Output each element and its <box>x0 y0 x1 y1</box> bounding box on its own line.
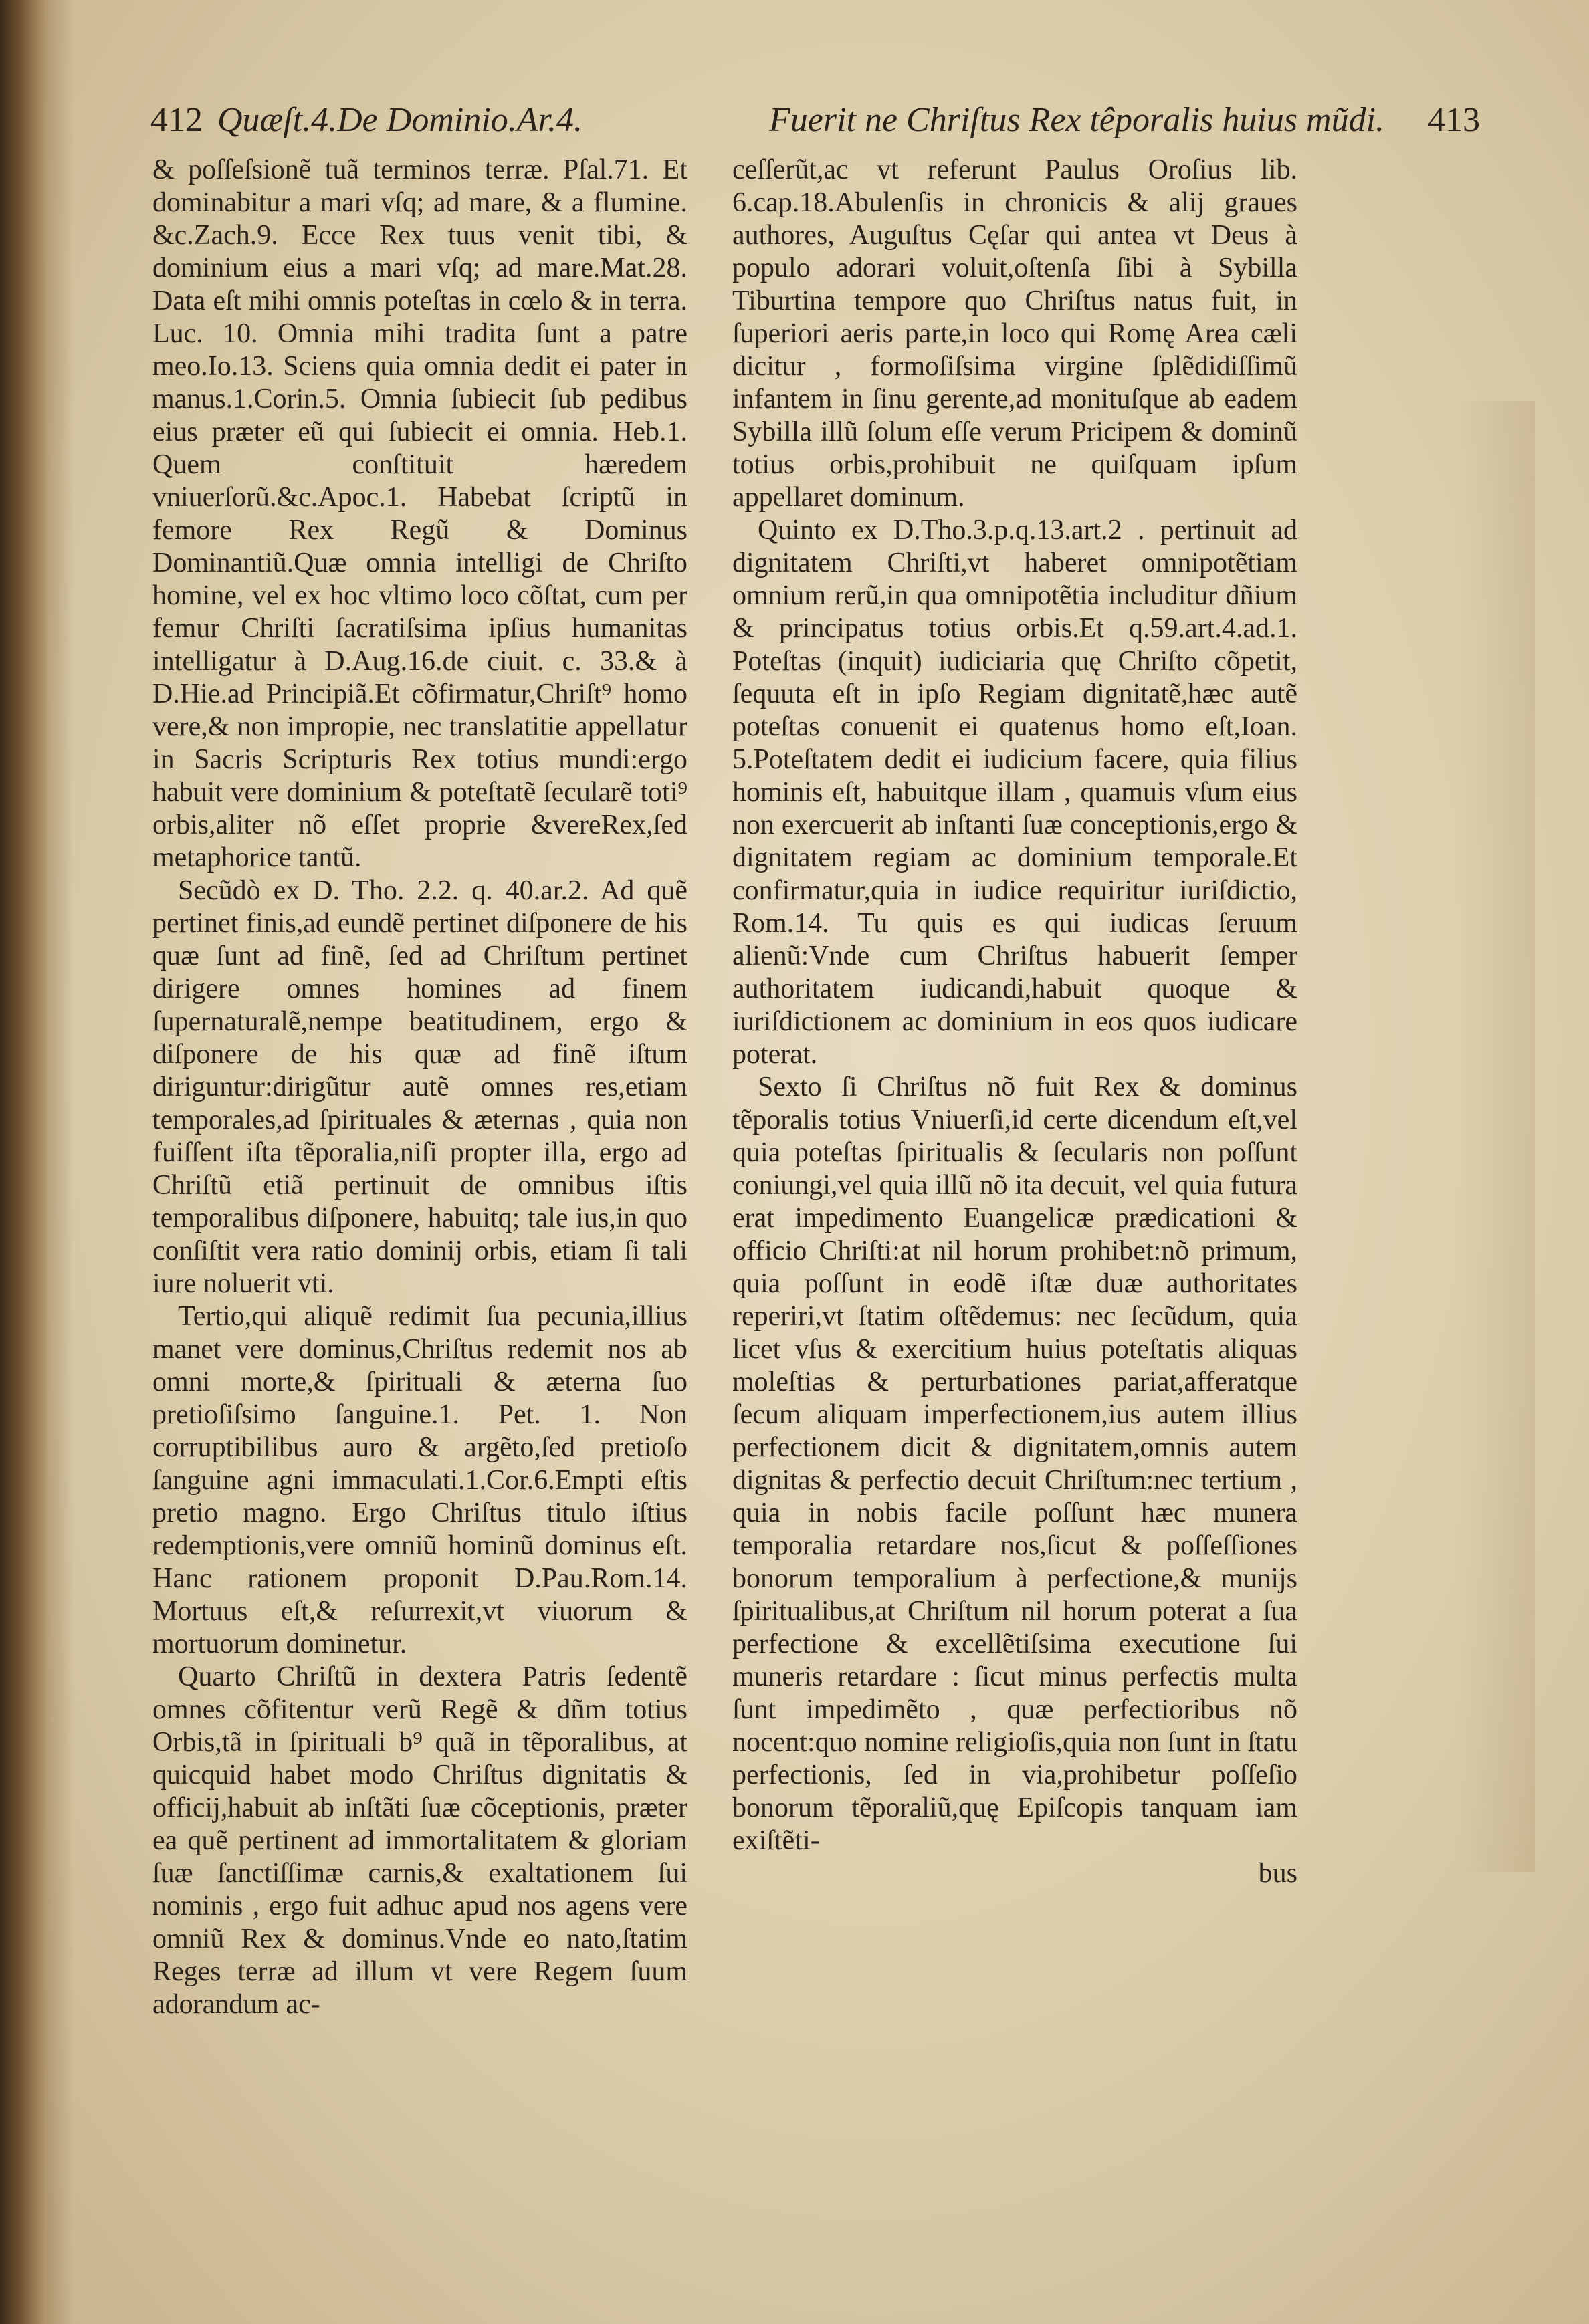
right-page-number: 413 <box>1428 101 1480 139</box>
paragraph: & poſſeſsionẽ tuã terminos terræ. Pſal.71. Et dominabitur a mari vſq; ad mare, & a flumine. &c.Zach.9. Ecce Rex tuus venit tibi, & dominium eius a mari vſq; ad mare.Mat.28. Data eſt mihi omnis poteſtas in cœlo & in terra. Luc. 10. Omnia mihi tradita ſunt a patre meo.Io.13. Sciens quia omnia dedit ei pater in manus.1.Corin.5. Omnia ſubiecit ſub pedibus eius præter eũ qui ſubiecit ei omnia. Heb.1. Quem conſtituit hæredem vniuerſorũ.&c.Apoc.1. Habebat ſcriptũ in femore Rex Regũ & Dominus Dominantiũ.Quæ omnia intelligi de Chriſto homine, vel ex hoc vltimo loco cõſtat, cum per femur Chriſti ſacratiſsima ipſius humanitas intelligatur à D.Aug.16.de ciuit. c. 33.& à D.Hie.ad Principiã.Et cõfirmatur,Chriſt⁹ homo vere,& non impropie, nec translatitie appellatur in Sacris Scripturis Rex totius mundi:ergo habuit vere dominium & poteſtatẽ ſecularẽ toti⁹ orbis,aliter nõ eſſet proprie &vereRex,ſed metaphorice tantũ. <box>152 154 687 873</box>
running-header <box>150 94 1501 147</box>
paragraph: Quarto Chriſtũ in dextera Patris ſedentẽ omnes cõfitentur verũ Regẽ & dñm totius Orbis,tã in ſpirituali b⁹ quã in tẽporalibus, at quicquid habet modo Chriſtus dignitatis & officij,habuit ab inſtãti ſuæ cõceptionis, præter ea quẽ pertinent ad immortalitatem & gloriam ſuæ ſanctiſſimæ carnis,& exaltationem ſui nominis , ergo fuit adhuc apud nos agens vere omniũ Rex & dominus.Vnde eo nato,ſtatim Reges terræ ad illum vt vere Regem ſuum adorandum ac- <box>152 1661 687 2020</box>
left-page-number: 412 <box>150 101 203 139</box>
paragraph: Secũdò ex D. Tho. 2.2. q. 40.ar.2. Ad quẽ pertinet finis,ad eundẽ pertinet diſponere de his quæ ſunt ad finẽ, ſed ad Chriſtum pertinet dirigere omnes homines ad finem ſupernaturalẽ,nempe beatitudinem, ergo & diſponere de his quæ ad finẽ iſtum diriguntur:dirigũtur autẽ omnes res,etiam temporales,ad ſpirituales & æternas , quia non fuiſſent iſta tẽporalia,niſi propter illa, ergo ad Chriſtũ etiã pertinuit de omnibus iſtis temporalibus diſponere, habuitq; tale ius,in quo conſiſtit vera ratio dominij orbis, etiam ſi tali iure noluerit vti. <box>152 875 687 1299</box>
right-running-title: Fuerit ne Chriſtus Rex têporalis huius mũdi. <box>769 101 1385 139</box>
paragraph: Quinto ex D.Tho.3.p.q.13.art.2 . pertinuit ad dignitatem Chriſti,vt haberet omnipotẽtiam omnium rerũ,in qua omnipotẽtia includitur dñium & principatus totius orbis.Et q.59.art.4.ad.1. Poteſtas (inquit) iudiciaria quę Chriſto cõpetit, ſequuta eſt in ipſo Regiam dignitatẽ,hæc autẽ poteſtas conuenit ei quatenus homo eſt,Ioan. 5.Poteſtatem dedit ei iudicium facere, quia filius hominis eſt, habuitque illam , quamuis vſum eius non exercuerit ab inſtanti ſuæ conceptionis,ergo & dignitatem regiam ac dominium temporale.Et confirmatur,quia in iudice requiritur iuriſdictio, Rom.14. Tu quis es qui iudicas ſeruum alienũ:Vnde cum Chriſtus habuerit ſemper authoritatem iudicandi,habuit quoque & iuriſdictionem ac dominium in eos quos iudicare poterat. <box>732 515 1297 1070</box>
page-stain <box>1455 401 1535 1872</box>
paragraph: Tertio,qui aliquẽ redimit ſua pecunia,illius manet vere dominus,Chriſtus redemit nos ab omni morte,& ſpirituali & æterna ſuo pretioſiſsimo ſanguine.1. Pet. 1. Non corruptibilibus auro & argẽto,ſed pretioſo ſanguine agni immaculati.1.Cor.6.Empti eſtis pretio magno. Ergo Chriſtus titulo iſtius redemptionis,vere omniũ hominũ dominus eſt. Hanc rationem proponit D.Pau.Rom.14. Mortuus eſt,& reſurrexit,vt viuorum & mortuorum dominetur. <box>152 1301 687 1659</box>
left-running-title: Quæſt.4.De Dominio.Ar.4. <box>217 101 582 139</box>
book-gutter <box>0 0 47 2324</box>
paragraph: ceſſerũt,ac vt referunt Paulus Oroſius lib. 6.cap.18.Abulenſis in chronicis & alij graues authores, Auguſtus Cęſar qui antea vt Deus à populo adorari voluit,oſtenſa ſibi à Sybilla Tiburtina tempore quo Chriſtus natus fuit, in ſuperiori aeris parte,in loco qui Romę Area cæli dicitur , formoſiſsima virgine ſplẽdidiſſimũ infantem in ſinu gerente,ad monituſque ab eadem Sybilla illũ ſolum eſſe verum Pricipem & dominũ totius orbis,prohibuit ne quiſquam ipſum appellaret dominum. <box>732 154 1297 513</box>
binding-shadow <box>47 0 74 2324</box>
right-column <box>732 154 1297 2093</box>
paragraph: Sexto ſi Chriſtus nõ fuit Rex & dominus tẽporalis totius Vniuerſi,id certe dicendum eſt,vel quia poteſtas ſpiritualis & ſecularis non poſſunt coniungi,vel quia illũ nõ ita decuit, vel quia futura erat impedimento Euangelicæ prædicationi & officio Chriſti:at nil horum prohibet:nõ primum, quia poſſunt in eodẽ iſtæ duæ authoritates reperiri,vt ſtatim oſtẽdemus: nec ſecũdum, quia licet vſus & exercitium huius poteſtatis aliquas moleſtias & perturbationes pariat,afferatque ſecum aliquam imperfectionem,ius autem illius perfectionem dicit & dignitatem,omnis autem dignitas & perfectio decuit Chriſtum:nec tertium , quia in nobis facile poſſunt hæc munera temporalia retardare nos,ſicut & poſſeſſiones bonorum temporalium à perfectione,& munijs ſpiritualibus,at Chriſtum nil horum poterat a ſua perfectione & excellẽtiſsima executione ſui muneris retardare : ſicut minus perfectis multa ſunt impedimẽto , quæ perfectioribus nõ nocent:quo nomine religioſis,quia non ſunt in ſtatu perfectionis, ſed in via,prohibetur poſſeſio bonorum tẽporaliũ,quę Epiſcopis tanquam iam exiſtẽti- <box>732 1072 1297 1856</box>
left-column <box>152 154 687 2046</box>
catchword: bus <box>1258 1858 1297 1889</box>
